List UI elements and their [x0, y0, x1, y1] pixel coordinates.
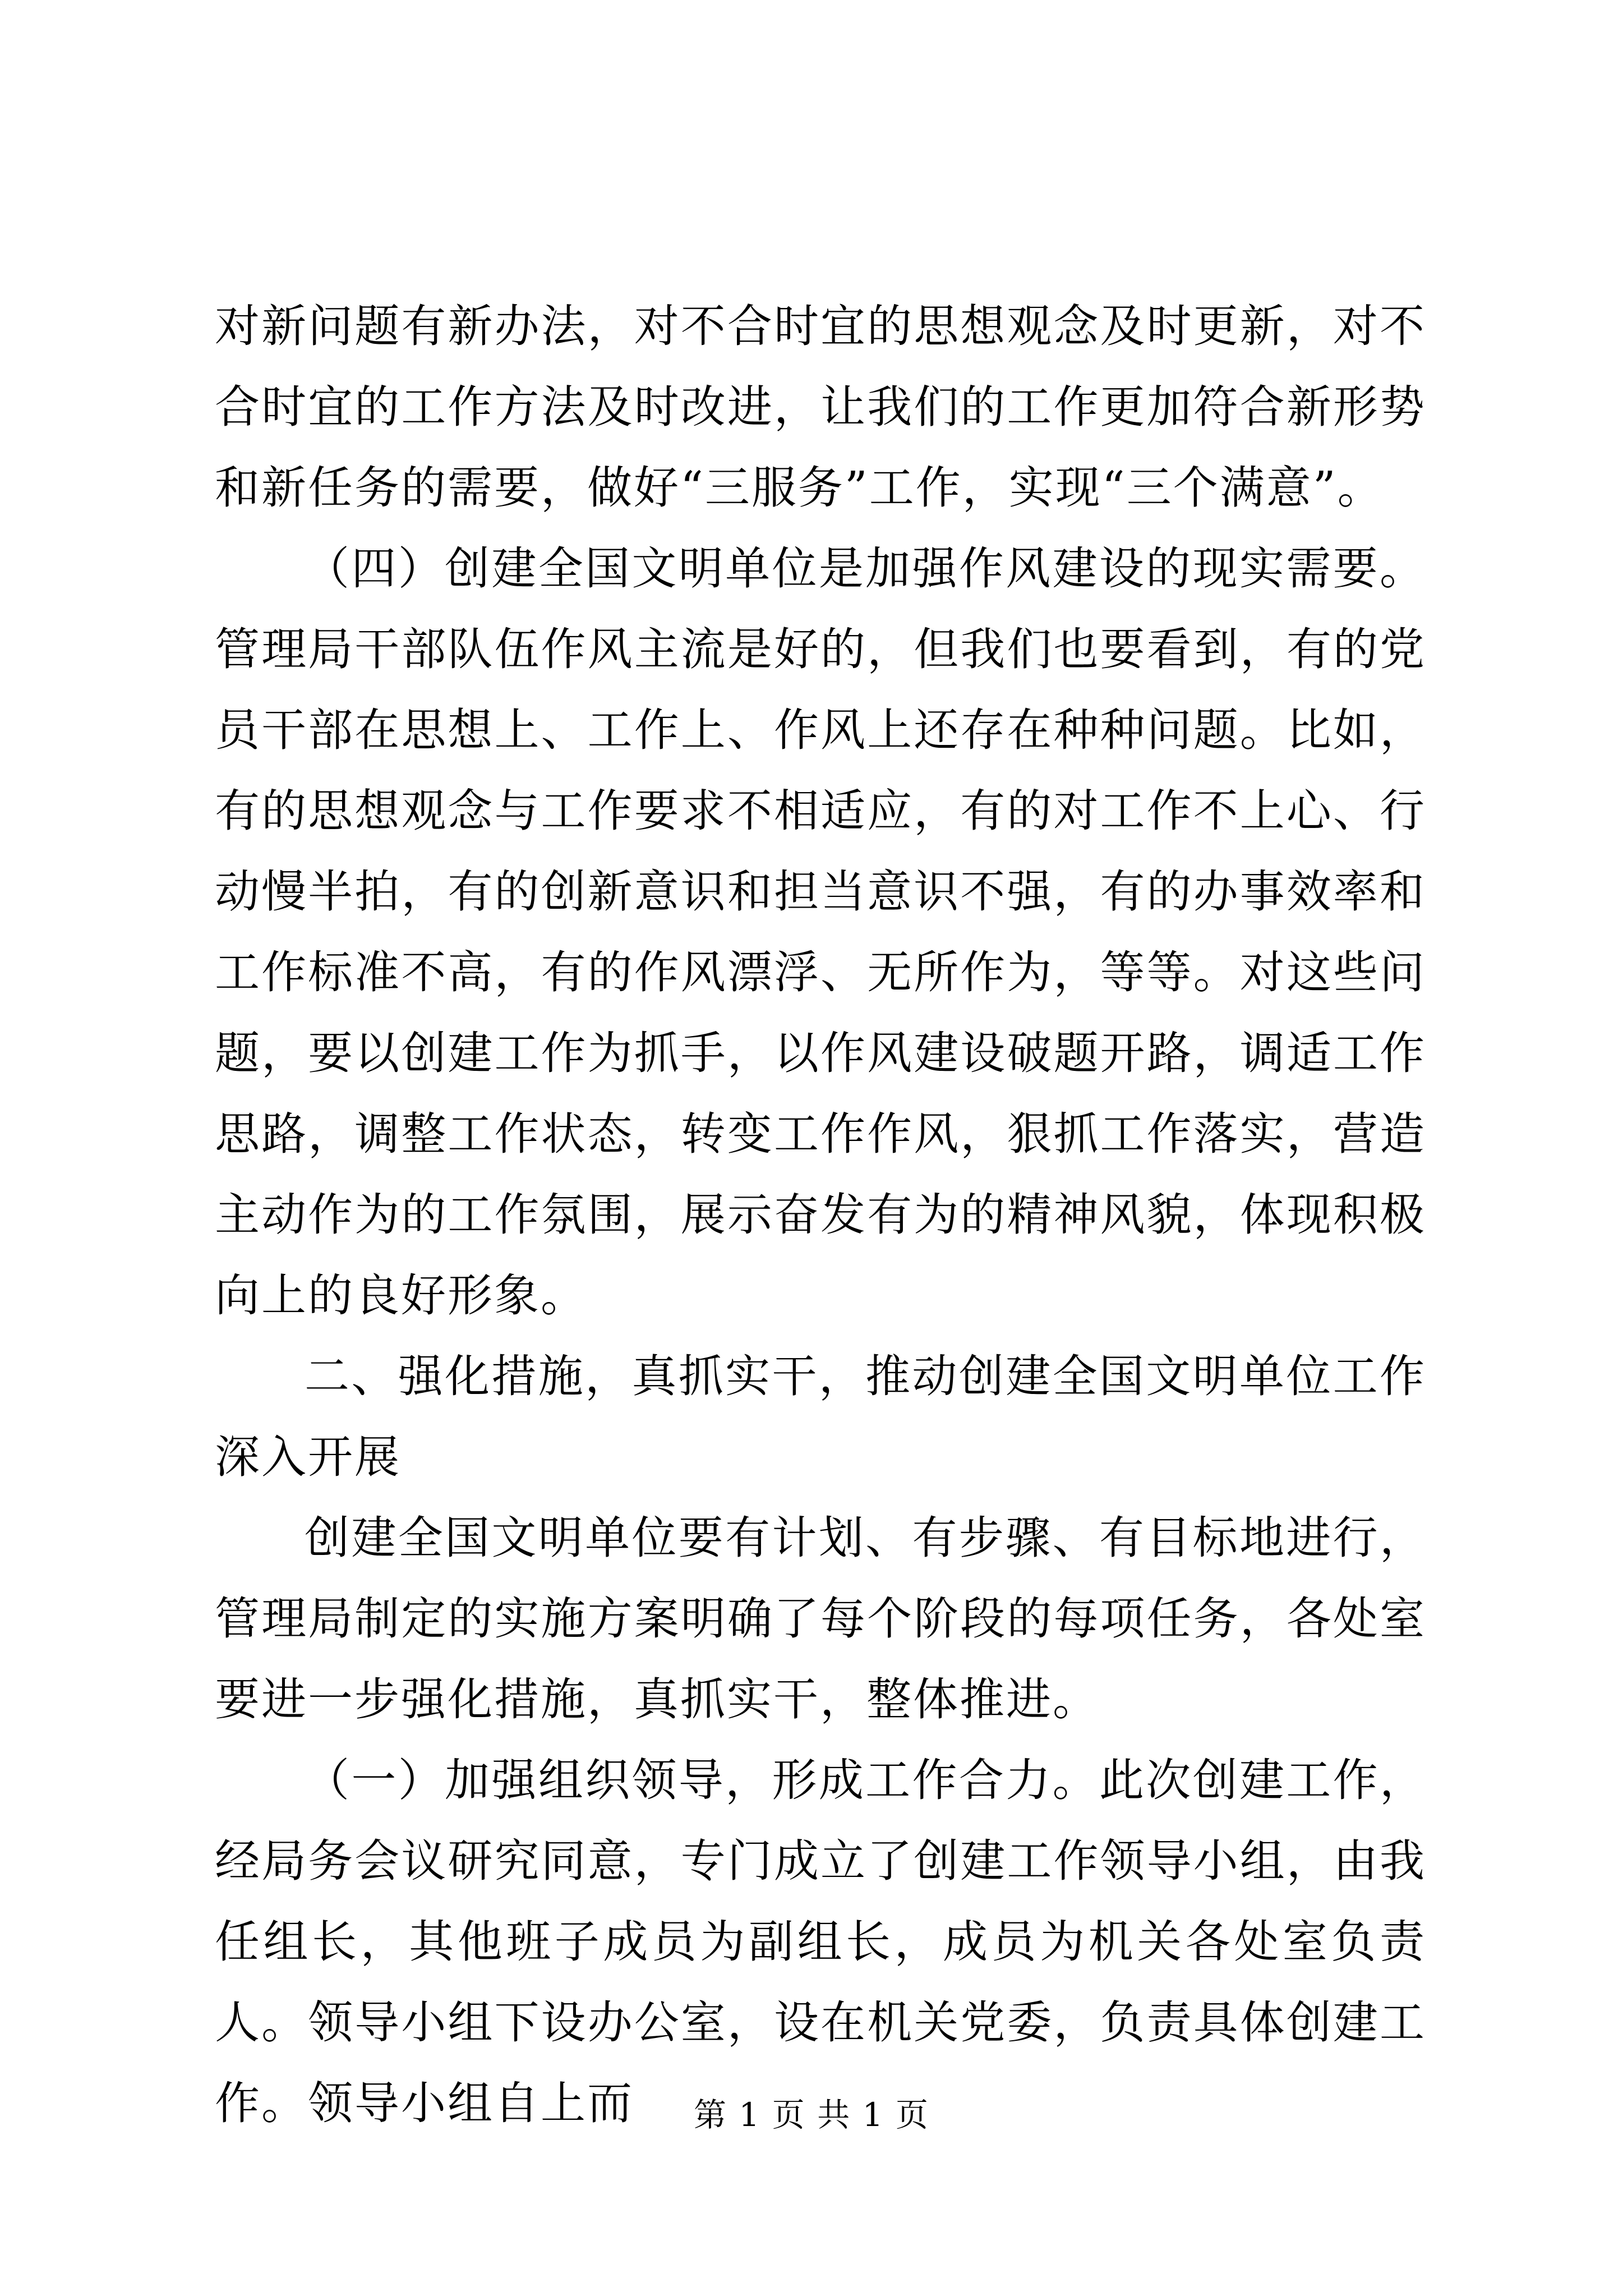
document-body [215, 286, 1426, 2144]
paragraph-intro: 创建全国文明单位要有计划、有步骤、有目标地进行，管理局制定的实施方案明确了每个阶段的每项任务，各处室要进一步强化措施，真抓实干，整体推进。 [215, 1512, 1426, 1726]
page-footer: 第 1 页 共 1 页 [694, 2096, 929, 2134]
section-heading-two: 二、强化措施，真抓实干，推动创建全国文明单位工作深入开展 [215, 1350, 1426, 1483]
paragraph-subsection-one: （一）加强组织领导，形成工作合力。此次创建工作，经局务会议研究同意，专门成立了创建工作领导小组，由我任组长，其他班子成员为副组长，成员为机关各处室负责人。领导小组下设办公室，设在机关党委，负责具体创建工作。领导小组自上而 [215, 1754, 1426, 2129]
paragraph-continuation: 对新问题有新办法，对不合时宜的思想观念及时更新，对不合时宜的工作方法及时改进，让我们的工作更加符合新形势和新任务的需要，做好“三服务”工作，实现“三个满意”。 [215, 300, 1426, 514]
paragraph-section-four: （四）创建全国文明单位是加强作风建设的现实需要。管理局干部队伍作风主流是好的，但我们也要看到，有的党员干部在思想上、工作上、作风上还存在种种问题。比如，有的思想观念与工作要求不相适应，有的对工作不上心、行动慢半拍，有的创新意识和担当意识不强，有的办事效率和工作标准不高，有的作风漂浮、无所作为，等等。对这些问题，要以创建工作为抓手，以作风建设破题开路，调适工作思路，调整工作状态，转变工作作风，狠抓工作落实，营造主动作为的工作氛围，展示奋发有为的精神风貌，体现积极向上的良好形象。 [215, 542, 1426, 1322]
